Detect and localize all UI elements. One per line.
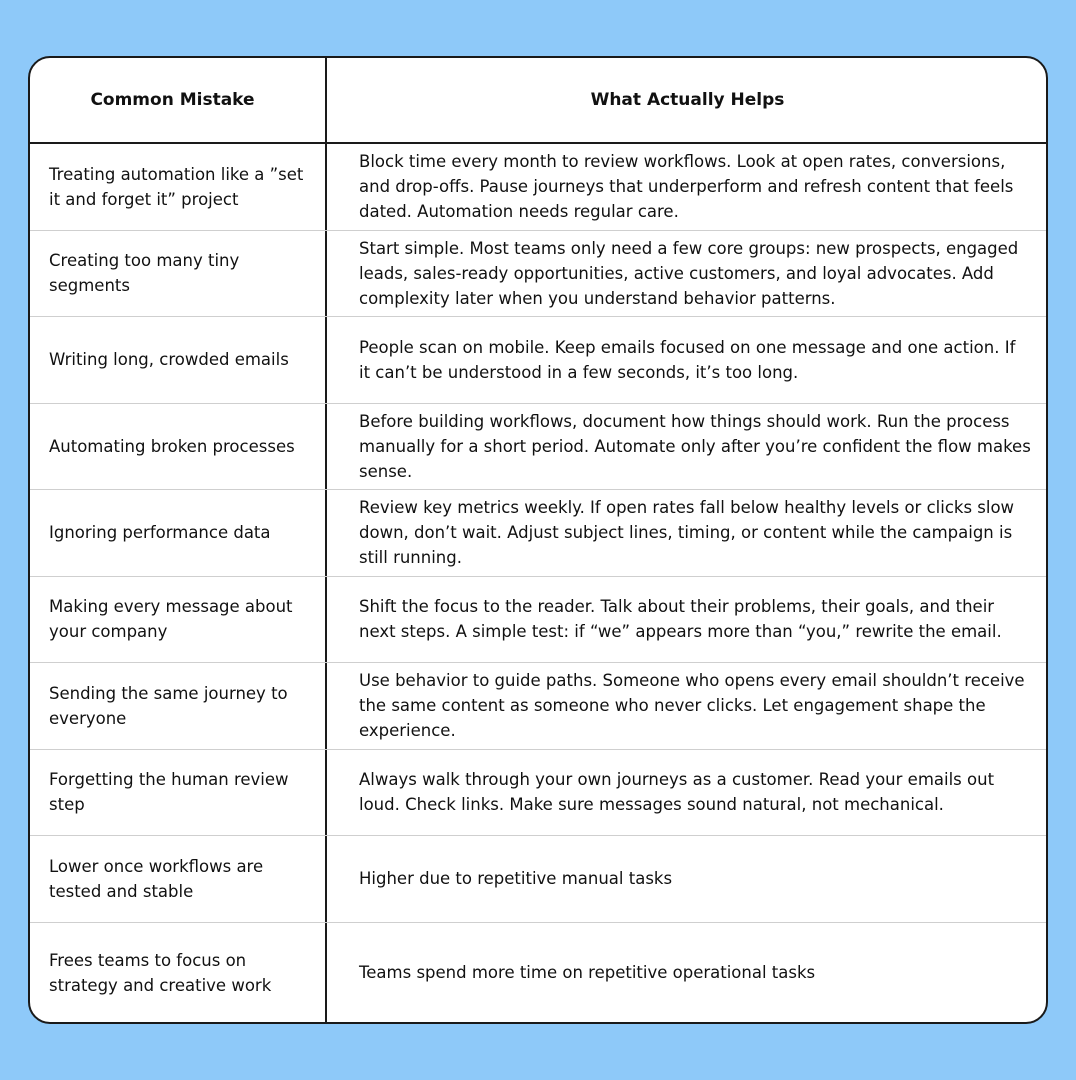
- help-cell: Start simple. Most teams only need a few core groups: new prospects, engaged leads, sales-ready opportunities, active customers, and loyal advocates. Add complexity later when you understand behavior patterns.: [359, 238, 1019, 308]
- table-row: [30, 317, 1046, 404]
- table-row: [30, 923, 1046, 1023]
- table-row: [30, 577, 1046, 664]
- mistake-cell: Lower once workflows are tested and stable: [49, 856, 264, 901]
- comparison-table-card: [28, 56, 1048, 1024]
- help-cell: People scan on mobile. Keep emails focused on one message and one action. If it can’t be understood in a few seconds, it’s too long.: [359, 337, 1016, 382]
- mistake-cell: Creating too many tiny segments: [49, 251, 240, 296]
- mistake-cell: Frees teams to focus on strategy and creative work: [49, 950, 272, 995]
- help-cell: Before building workflows, document how things should work. Run the process manually for a short period. Automate only after you’re confident the flow makes sense.: [359, 411, 1031, 481]
- help-cell: Shift the focus to the reader. Talk about their problems, their goals, and their next steps. A simple test: if “we” appears more than “you,” rewrite the email.: [359, 597, 1002, 642]
- help-cell: Block time every month to review workflows. Look at open rates, conversions, and drop-offs. Pause journeys that underperform and refresh content that feels dated. Automation needs regular care.: [359, 152, 1014, 222]
- help-cell: Teams spend more time on repetitive operational tasks: [359, 963, 816, 982]
- mistake-cell: Automating broken processes: [49, 436, 295, 456]
- table-row: [30, 231, 1046, 318]
- mistake-cell: Making every message about your company: [49, 597, 293, 642]
- mistake-cell: Forgetting the human review step: [49, 770, 289, 815]
- mistake-cell: Writing long, crowded emails: [49, 350, 289, 370]
- help-cell: Higher due to repetitive manual tasks: [359, 869, 673, 889]
- help-cell: Always walk through your own journeys as a customer. Read your emails out loud. Check links. Make sure messages sound natural, not mechanical.: [359, 770, 995, 815]
- table-body: [30, 144, 1046, 1023]
- table-row: [30, 750, 1046, 837]
- table-row: [30, 490, 1046, 577]
- table-row: [30, 663, 1046, 750]
- table-row: [30, 404, 1046, 491]
- mistake-cell: Sending the same journey to everyone: [49, 683, 288, 728]
- help-cell: Use behavior to guide paths. Someone who opens every email shouldn’t receive the same content as someone who never clicks. Let engagement shape the experience.: [359, 671, 1025, 741]
- mistake-cell: Treating automation like a ”set it and forget it” project: [49, 164, 304, 209]
- table-header: [30, 58, 1046, 144]
- header-common-mistake: Common Mistake: [90, 90, 255, 110]
- help-cell: Review key metrics weekly. If open rates fall below healthy levels or clicks slow down, don’t wait. Adjust subject lines, timing, or content while the campaign is still running.: [359, 498, 1015, 568]
- header-what-actually-helps: What Actually Helps: [590, 90, 785, 110]
- table-row: [30, 836, 1046, 923]
- mistake-cell: Ignoring performance data: [49, 523, 271, 543]
- table-row: [30, 144, 1046, 231]
